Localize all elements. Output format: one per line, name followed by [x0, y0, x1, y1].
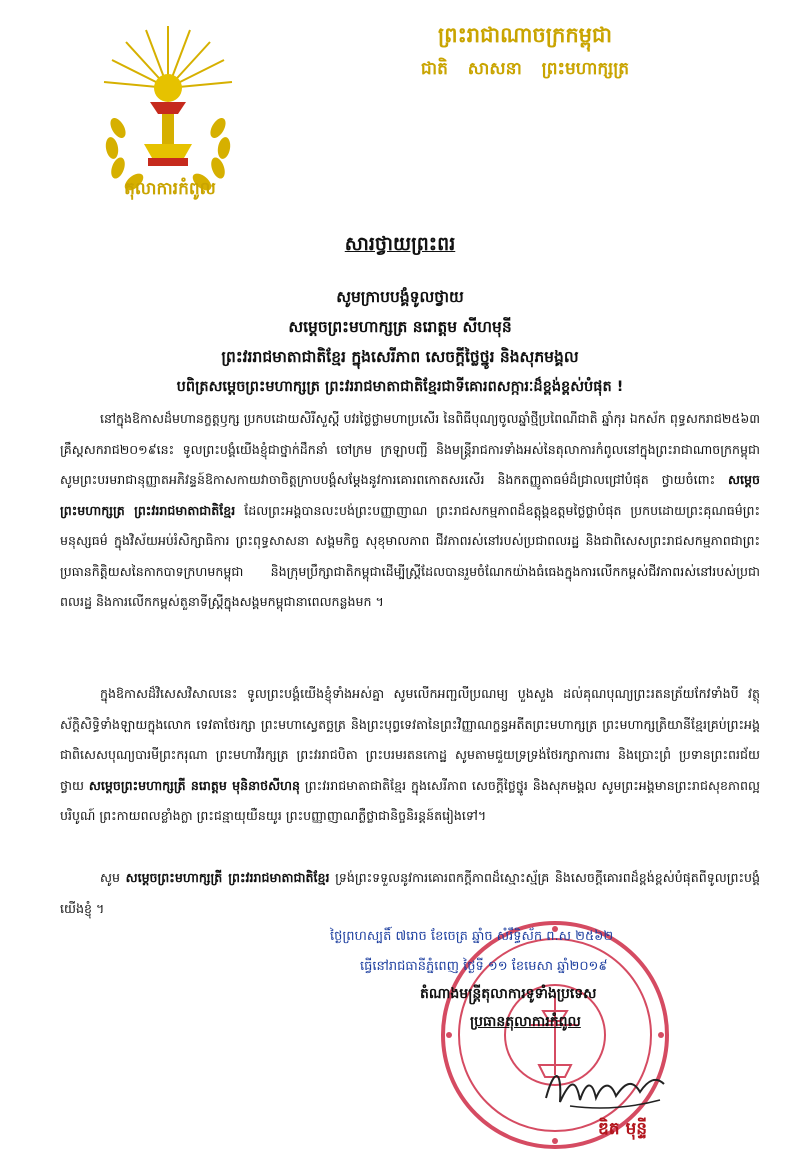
handwritten-signature [540, 1058, 670, 1118]
paragraph-3-text-b: ទ្រង់ព្រះទទួលនូវការគោរពកក្តីភាពដ៏ស្មោះស្ម័គ្រ និងសេចក្តីគោរពដ៏ខ្ពង់ខ្ពស់បំផុតពីទូលព្រះបង្គំយើងខ្ញុំ ។ [60, 870, 760, 916]
kingdom-title: ព្រះរាជាណាចក្រកម្ពុជា [437, 23, 612, 47]
salutation-line-2: សម្តេចព្រះមហាក្សត្រ នរោត្តម សីហមុនី [288, 318, 512, 336]
signatory-role-line-1: តំណាងមន្ត្រីតុលាការទូទាំងប្រទេស [420, 986, 597, 1002]
salutation-line-4: បពិត្រសម្តេចព្រះមហាក្សត្រ ព្រះវររាជមាតាជាតិខ្មែរជាទីគោរពសក្ការៈដ៏ខ្ពង់ខ្ពស់បំផុត ! [176, 379, 624, 395]
salutation-line-1: សូមក្រាបបង្គំទូលថ្វាយ [336, 288, 464, 306]
place-and-date: ធ្វើនៅរាជធានីភ្នំពេញ ថ្ងៃទី ១១ ខែមេសា ឆ្នាំ២០១៩ [360, 959, 608, 974]
paragraph-2-text-a: ក្នុងឱកាសដ៏វិសេសវិសាលនេះ ទូលព្រះបង្គំយើងខ្ញុំទាំងអស់គ្នា សូមលើកអញ្ជលីប្រណម្យ បួងសួង ដល់គុណបុណ្យព្រះរតនត្រ័យកែវទាំងបី វត្ថុស័ក្តិសិទ្ធិទាំងឡាយក្នុងលោក ទេវតាថែរក្សា ព្រះមហាស្វេតច្ឆត្រ និងព្រះបុព្វទេវតានៃព្រះវិញ្ញាណក្ខន្ធអតីតព្រះមហាក្សត្រ ព្រះមហាក្សត្រិយានីខ្មែរគ្រប់ព្រះអង្គ ជាពិសេសបុណ្យបារមីព្រះករុណា ព្រះមហាវីរក្សត្រ ព្រះវររាជបិតា ព្រះបរមរតនកោដ្ឋ សូមតាមជួយទ្រទ្រង់ថែរក្សាការពារ និងប្រោះព្រំ ប្រទានព្រះពរជ័យ ថ្វាយ [60, 686, 760, 793]
paragraph-2-text-b: ព្រះវររាជមាតាជាតិខ្មែរ ក្នុងសេរីភាព សេចក្តីថ្លៃថ្នូរ និងសុភមង្គល សូមព្រះអង្គមានព្រះរាជសុខភាពល្អបរិបូណ៍ ព្រះកាយពលខ្លាំងក្លា ព្រះជន្មាយុយឺនយូរ ព្រះបញ្ញាញាណភ្លឺថ្លាជានិច្ចនិរន្តន៍តរៀងទៅ។ [60, 777, 760, 823]
document-title: សារថ្វាយព្រះពរ [344, 233, 456, 255]
body-paragraph-1 [60, 404, 760, 618]
salutation-line-3: ព្រះវររាជមាតាជាតិខ្មែរ ក្នុងសេរីភាព សេចក្តីថ្លៃថ្នូរ និងសុភមង្គល [221, 348, 579, 366]
paragraph-1-text-b: ដែលព្រះអង្គបានលះបង់ព្រះបញ្ញាញាណ ព្រះរាជសកម្មភាពដ៏ឧត្តុង្គឧត្តមថ្លៃថ្លាបំផុត ប្រកបដោយព្រះគុណធម៌ព្រះមនុស្សធម៌ ក្នុងវិស័យអប់រំសិក្សាធិការ ព្រះពុទ្ធសាសនា សង្គមកិច្ច សុខុមាលភាព ជីវភាពរស់នៅរបស់ប្រជាពលរដ្ឋ និងជាពិសេសព្រះរាជសកម្មភាពជាព្រះប្រធានកិត្តិយសនៃកាកបាទក្រហមកម្ពុជា និងក្រុមប្រឹក្សាជាតិកម្ពុជាដើម្បីស្រ្តីដែលបានរួមចំណែកយ៉ាងធំធេងក្នុងការលើកកម្ពស់ជីវភាពរស់នៅរបស់ប្រជាពលរដ្ឋ និងការលើកកម្ពស់តួនាទីស្រ្តីក្នុងសង្គមកម្ពុជានាពេលកន្លងមក ។ [60, 502, 761, 609]
court-name: តុលាការកំពូល [124, 179, 216, 199]
paragraph-1-bold: សម្តេចព្រះមហាក្សត្រ ព្រះវររាជមាតាជាតិខ្មែរ [60, 472, 760, 518]
lunar-date: ថ្ងៃព្រហស្បតិ៍ ៧រោច ខែចេត្រ ឆ្នាំច សំរឹទ្ធិស័ក ព.ស ២៥៦២ [330, 929, 614, 944]
paragraph-3-text-a: សូម [100, 870, 126, 885]
paragraph-3-bold: សម្តេចព្រះមហាក្សត្រី ព្រះវររាជមាតាជាតិខ្មែរ [125, 870, 330, 885]
national-motto: ជាតិ សាសនា ព្រះមហាក្សត្រ [420, 59, 630, 79]
supreme-court-emblem [88, 18, 248, 198]
signatory-role-line-2: ប្រធានតុលាការកំពូល [470, 1014, 581, 1030]
signer-name: ឌិត មុន្ទី [598, 1119, 648, 1139]
paragraph-2-bold: សម្តេចព្រះមហាក្សត្រី នរោត្តម មុនិនាថសីហនុ [88, 777, 301, 793]
body-paragraph-2 [60, 679, 760, 832]
paragraph-1-text-a: នៅក្នុងឱកាសដ៏មហានក្ខត្តឫក្ស ប្រកបដោយសិរីសួស្តី បវរថ្លៃថ្លាមហាប្រសើរ នៃពិធីបុណ្យចូលឆ្នាំថ្មីប្រពៃណីជាតិ ឆ្នាំកុរ ឯកស័ក ពុទ្ធសករាជ២៥៦៣ គ្រឹស្តសករាជ២០១៩នេះ ទូលព្រះបង្គំយើងខ្ញុំជាថ្នាក់ដឹកនាំ ចៅក្រម ក្រឡាបញ្ជី និងមន្រ្តីរាជការទាំងអស់នៃតុលាការកំពូលនៅក្នុងព្រះរាជាណាចក្រកម្ពុជា សូមព្រះបរមរាជានុញ្ញាតអភិវន្ទន៍ឱកាសកាយវាចាចិត្តក្រាបបង្គំសម្តែងនូវការគោរពកោតសរសើរ និងកតញ្ញូតាធម៌ដ៏ជ្រាលជ្រៅបំផុត ថ្វាយចំពោះ [60, 411, 760, 487]
